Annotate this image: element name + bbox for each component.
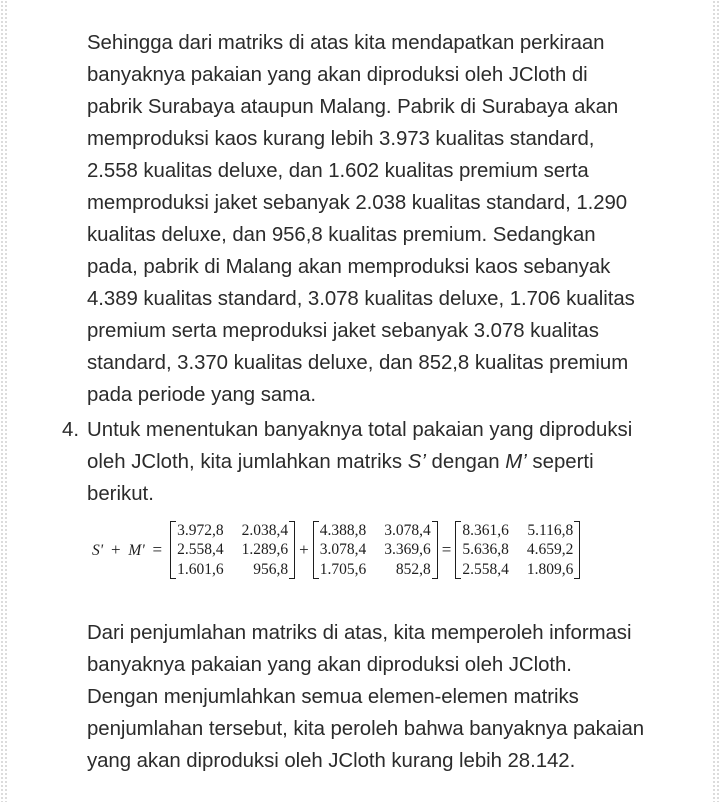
equation-lhs (92, 540, 166, 560)
matrix-m-prime-label: M’ (505, 451, 527, 473)
right-bracket (574, 521, 580, 579)
matrix-cell: 2.038,4 (241, 521, 289, 539)
matrix-equation (92, 518, 580, 582)
matrix-s (170, 520, 295, 580)
symbol-s-prime: S' (92, 542, 104, 559)
matrix-cell: 4.388,8 (319, 521, 367, 539)
list-item-text (87, 414, 697, 510)
matrix-cell: 1.601,6 (177, 560, 224, 578)
matrix-cell: 956,8 (253, 560, 289, 578)
matrix-cell: 1.809,6 (526, 560, 574, 578)
matrix-cell: 4.659,2 (526, 541, 574, 559)
matrix-cell: 1.705,6 (319, 560, 367, 578)
plus-sign: + (299, 540, 309, 559)
matrix-cell: 1.289,6 (241, 541, 289, 559)
matrix-m (313, 520, 438, 580)
matrix-cell: 3.369,6 (384, 541, 431, 559)
plus-sign: + (110, 540, 121, 559)
equals-sign: = (441, 540, 452, 559)
item-text-part: Untuk menentukan banyaknya total pakaian yang diproduksi oleh JCloth, kita jumlahkan matriks (87, 419, 633, 473)
matrix-s-prime-label: S’ (407, 451, 426, 473)
item-text-part: seperti berikut. (87, 451, 594, 505)
right-bracket (289, 521, 295, 579)
symbol-m-prime: M' (128, 542, 145, 559)
left-dotted-margin (0, 0, 8, 802)
right-bracket (432, 521, 438, 579)
matrix-cell: 5.636,8 (462, 541, 509, 559)
equals-sign: = (152, 540, 163, 559)
paragraph-production-estimate: Sehingga dari matriks di atas kita mendapatkan perkiraan banyaknya pakaian yang akan diproduksi oleh JCloth di pabrik Surabaya ataupun Malang. Pabrik di Surabaya akan memproduksi kaos kurang lebih 3.973 kualitas standard, 2.558 kualitas deluxe, dan 1.602 kualitas premium serta memproduksi jaket sebanyak 2.038 kualitas standard, 1.290 kualitas deluxe, dan 956,8 kualitas premium. Sedangkan pada, pabrik di Malang akan memproduksi kaos sebanyak 4.389 kualitas standard, 3.078 kualitas deluxe, 1.706 kualitas premium serta meproduksi jaket sebanyak 3.078 kualitas standard, 3.370 kualitas deluxe, dan 852,8 kualitas premium pada periode yang sama. (87, 32, 635, 406)
matrix-cell: 8.361,6 (462, 521, 509, 539)
matrix-cell: 2.558,4 (177, 541, 224, 559)
matrix-cell: 3.078,4 (319, 541, 367, 559)
matrix-cell: 3.078,4 (384, 521, 431, 539)
right-dotted-margin (712, 0, 720, 802)
matrix-sum (455, 520, 580, 580)
paragraph-conclusion: Dari penjumlahan matriks di atas, kita memperoleh informasi banyaknya pakaian yang akan diproduksi oleh JCloth. Dengan menjumlahkan semua elemen-elemen matriks penjumlahan tersebut, kita peroleh bahwa banyaknya pakaian yang akan diproduksi oleh JCloth kurang lebih 28.142. (87, 622, 645, 772)
item-text-part: dengan (425, 451, 506, 473)
list-number: 4. (62, 419, 80, 441)
matrix-cell: 852,8 (395, 560, 431, 578)
matrix-cell: 2.558,4 (462, 560, 509, 578)
matrix-cell: 5.116,8 (527, 521, 574, 539)
matrix-cell: 3.972,8 (177, 521, 224, 539)
